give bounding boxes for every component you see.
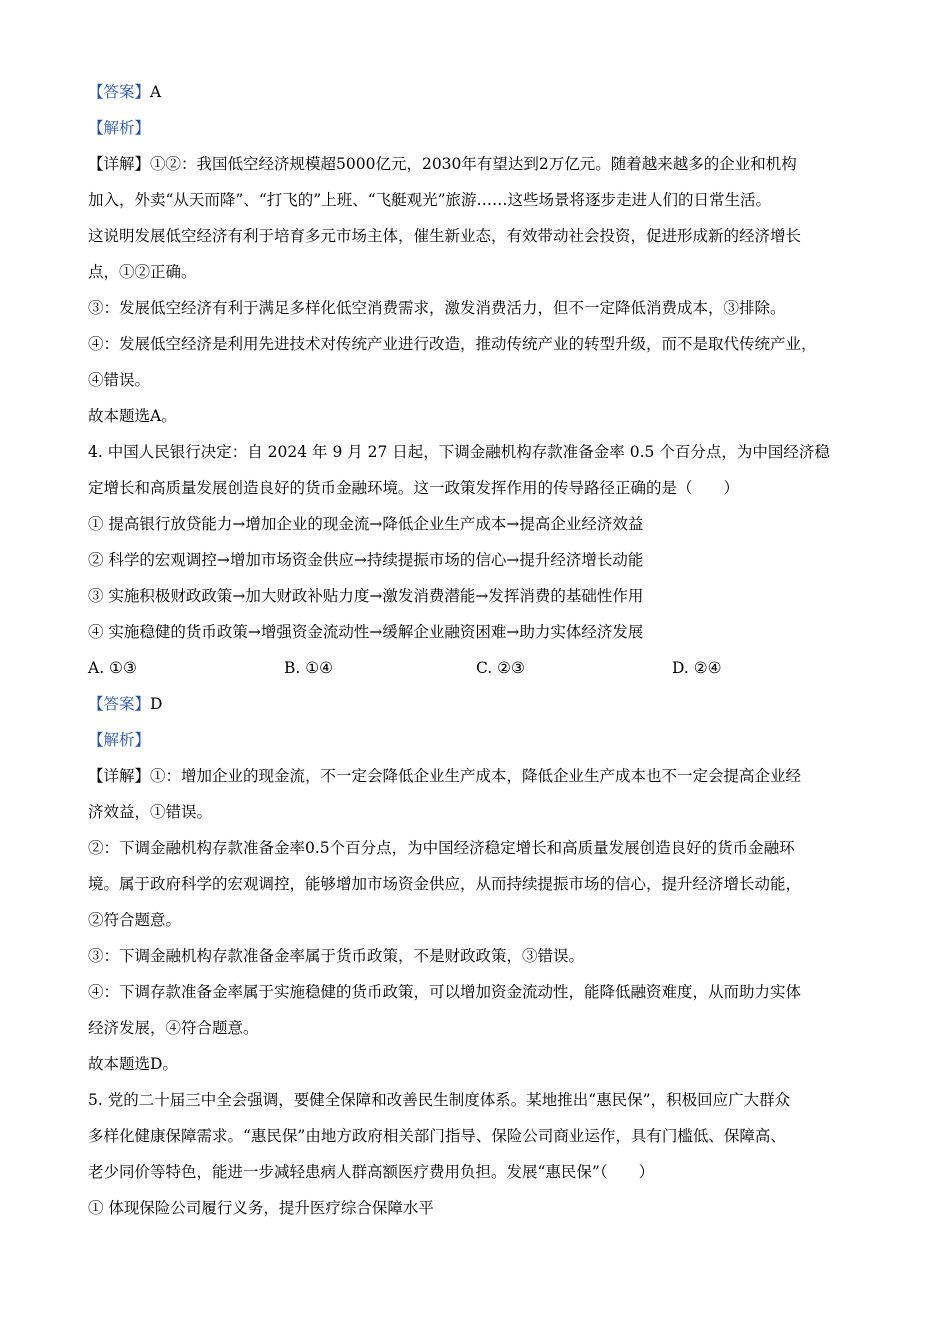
q3-conclusion: 故本题选A。 xyxy=(88,407,177,425)
q4-item: ③ 实施积极财政政策→加大财政补贴力度→激发消费潜能→发挥消费的基础性作用 xyxy=(88,587,644,605)
q4-detail-line: 济效益，①错误。 xyxy=(88,803,213,821)
q4-detail-line: ④：下调存款准备金率属于实施稳健的货币政策，可以增加资金流动性，能降低融资难度，从而助力实体 xyxy=(88,983,802,1001)
answer-tag: 【答案】 xyxy=(88,695,151,713)
detail-tag: 【详解】 xyxy=(88,767,151,785)
q4-item: ① 提高银行放贷能力→增加企业的现金流→降低企业生产成本→提高企业经济效益 xyxy=(88,515,644,533)
q4-detail-line: 境。属于政府科学的宏观调控，能够增加市场资金供应，从而持续提振市场的信心，提升经济增长动能， xyxy=(88,875,802,893)
q4-conclusion: 故本题选D。 xyxy=(88,1055,178,1073)
q5-stem-line: 5. 党的二十届三中全会强调，要健全保障和改善民生制度体系。某地推出“惠民保”，积极回应广大群众 xyxy=(88,1091,791,1109)
q4-item: ② 科学的宏观调控→增加市场资金供应→持续提振市场的信心→提升经济增长动能 xyxy=(88,551,644,569)
q4-detail-line: ③：下调金融机构存款准备金率属于货币政策，不是财政政策，③错误。 xyxy=(88,947,585,965)
q4-stem-line: 4. 中国人民银行决定：自 2024 年 9 月 27 日起，下调金融机构存款准备金率 0.5 个百分点，为中国经济稳 xyxy=(88,443,830,461)
answer-value: A xyxy=(150,83,162,101)
analysis-tag: 【解析】 xyxy=(88,119,151,137)
q3-detail-line xyxy=(88,146,878,182)
q5-item: ① 体现保险公司履行义务，提升医疗综合保障水平 xyxy=(88,1199,434,1217)
q4-item: ④ 实施稳健的货币政策→增强资金流动性→缓解企业融资困难→助力实体经济发展 xyxy=(88,623,644,641)
q4-detail-line: 经济发展，④符合题意。 xyxy=(88,1019,259,1037)
q4-answer-line xyxy=(88,686,878,722)
option-b: B. ①④ xyxy=(284,659,334,677)
q3-detail-line: ④错误。 xyxy=(88,371,151,389)
q3-detail-line: ③：发展低空经济有利于满足多样化低空消费需求，激发消费活力，但不一定降低消费成本，③排除。 xyxy=(88,299,786,317)
q4-detail-line: ②符合题意。 xyxy=(88,911,182,929)
analysis-tag: 【解析】 xyxy=(88,731,151,749)
q4-analysis-heading xyxy=(88,722,878,758)
q3-detail-line: 这说明发展低空经济有利于培育多元市场主体，催生新业态，有效带动社会投资，促进形成新的经济增长 xyxy=(88,227,802,245)
option-a: A. ①③ xyxy=(88,659,137,677)
q4-detail-line: ②：下调金融机构存款准备金率0.5个百分点，为中国经济稳定增长和高质量发展创造良好的货币金融环 xyxy=(88,839,795,857)
option-d: D. ②④ xyxy=(672,659,722,677)
q4-options xyxy=(88,650,878,686)
answer-value: D xyxy=(150,695,163,713)
detail-text: ①②：我国低空经济规模超5000亿元，2030年有望达到2万亿元。随着越来越多的企业和机构 xyxy=(150,155,797,173)
q3-detail-line: 加入，外卖“从天而降”、“打飞的”上班、“飞艇观光”旅游……这些场景将逐步走进人们的日常生活。 xyxy=(88,191,772,209)
q5-stem-line: 老少同价等特色，能进一步减轻患病人群高额医疗费用负担。发展“惠民保”（ ） xyxy=(88,1163,655,1181)
q3-analysis-heading xyxy=(88,110,878,146)
q5-stem-line: 多样化健康保障需求。“惠民保”由地方政府相关部门指导、保险公司商业运作，具有门槛低、保障高、 xyxy=(88,1127,786,1145)
option-c: C. ②③ xyxy=(476,659,525,677)
q4-detail-line xyxy=(88,758,878,794)
document-page xyxy=(88,74,878,1226)
q3-answer-line xyxy=(88,74,878,110)
detail-text: ①：增加企业的现金流，不一定会降低企业生产成本，降低企业生产成本也不一定会提高企业经 xyxy=(150,767,802,785)
answer-tag: 【答案】 xyxy=(88,83,151,101)
q3-detail-line: 点，①②正确。 xyxy=(88,263,197,281)
detail-tag: 【详解】 xyxy=(88,155,151,173)
q3-detail-line: ④：发展低空经济是利用先进技术对传统产业进行改造，推动传统产业的转型升级，而不是取代传统产业， xyxy=(88,335,817,353)
q4-stem-line: 定增长和高质量发展创造良好的货币金融环境。这一政策发挥作用的传导路径正确的是（ ） xyxy=(88,479,740,497)
